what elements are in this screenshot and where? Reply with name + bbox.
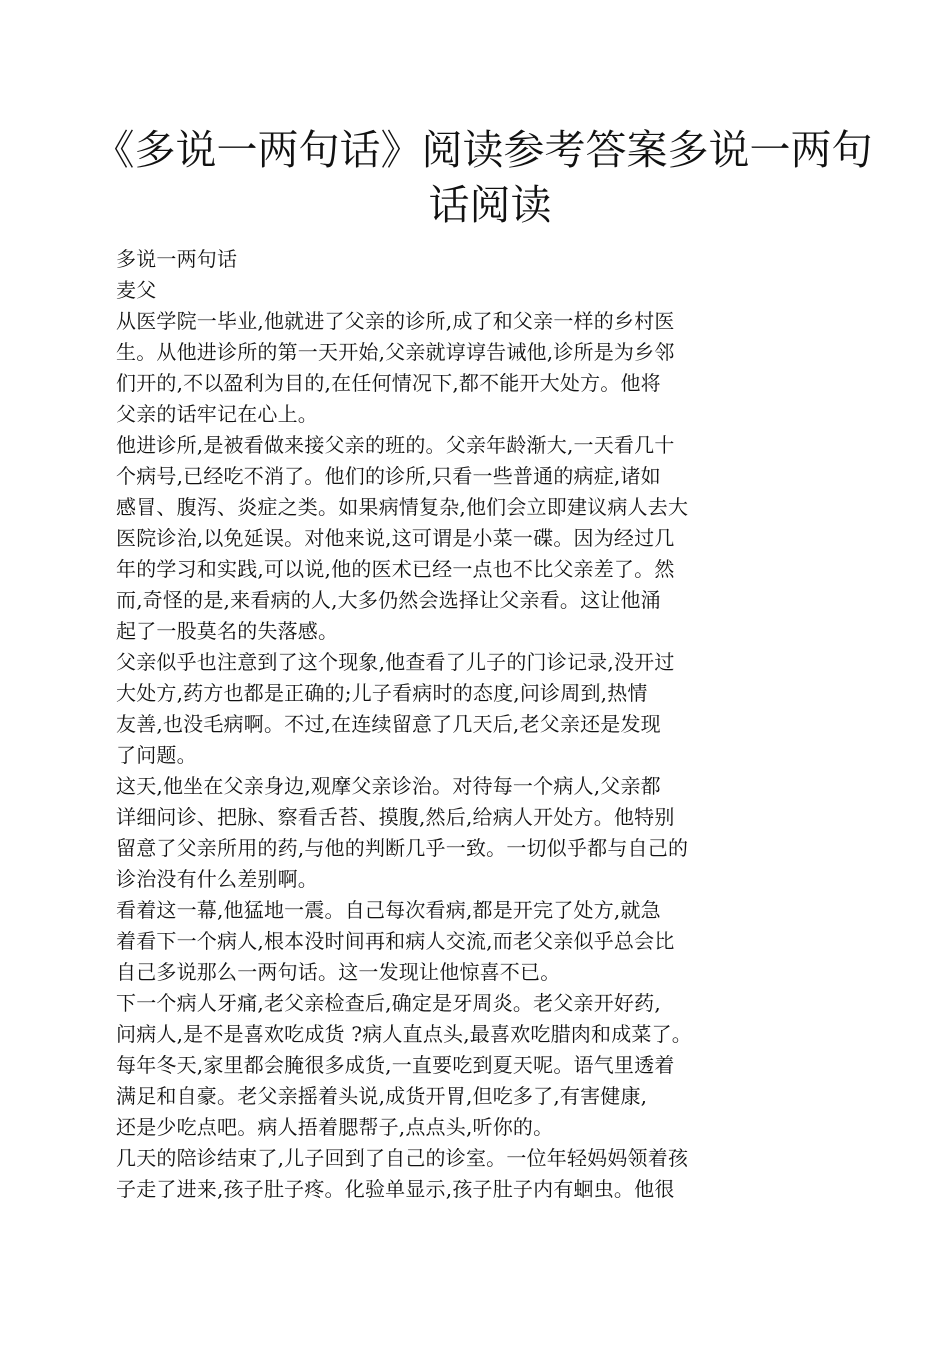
article-author: 麦父 <box>116 278 157 302</box>
body-line: 满足和自豪。老父亲摇着头说,成货开胃,但吃多了,有害健康, <box>116 1084 648 1108</box>
body-line: 生。从他进诊所的第一天开始,父亲就谆谆告诫他,诊所是为乡邻 <box>116 340 675 364</box>
body-line: 们开的,不以盈利为目的,在任何情况下,都不能开大处方。他将 <box>116 371 661 395</box>
body-line: 看着这一幕,他猛地一震。自己每次看病,都是开完了处方,就急 <box>116 898 661 922</box>
body-line: 这天,他坐在父亲身边,观摩父亲诊治。对待每一个病人,父亲都 <box>116 774 661 798</box>
body-line: 下一个病人牙痛,老父亲检查后,确定是牙周炎。老父亲开好药, <box>116 991 661 1015</box>
body-line: 个病号,已经吃不消了。他们的诊所,只看一些普通的病症,诸如 <box>116 464 661 488</box>
body-line: 父亲的话牢记在心上。 <box>116 402 318 426</box>
body-line: 而,奇怪的是,来看病的人,大多仍然会选择让父亲看。这让他涌 <box>116 588 661 612</box>
document-title-line-2: 话阅读 <box>428 181 552 229</box>
body-line: 医院诊治,以免延误。对他来说,这可谓是小菜一碟。因为经过几 <box>116 526 675 550</box>
body-line: 着看下一个病人,根本没时间再和病人交流,而老父亲似乎总会比 <box>116 929 675 953</box>
body-line: 友善,也没毛病啊。不过,在连续留意了几天后,老父亲还是发现 <box>116 712 661 736</box>
body-line: 年的学习和实践,可以说,他的医术已经一点也不比父亲差了。然 <box>116 557 675 581</box>
body-line: 从医学院一毕业,他就进了父亲的诊所,成了和父亲一样的乡村医 <box>116 309 675 333</box>
body-line: 他进诊所,是被看做来接父亲的班的。父亲年龄渐大,一天看几十 <box>116 433 675 457</box>
body-line: 了问题。 <box>116 743 197 767</box>
body-line: 详细问诊、把脉、察看舌苔、摸腹,然后,给病人开处方。他特别 <box>116 805 675 829</box>
body-line: 自己多说那么一两句话。这一发现让他惊喜不已。 <box>116 960 561 984</box>
body-line: 大处方,药方也都是正确的;儿子看病时的态度,问诊周到,热情 <box>116 681 648 705</box>
body-line: 父亲似乎也注意到了这个现象,他查看了儿子的门诊记录,没开过 <box>116 650 675 674</box>
body-line: 感冒、腹泻、炎症之类。如果病情复杂,他们会立即建议病人去大 <box>116 495 689 519</box>
body-line: 每年冬天,家里都会腌很多成货,一直要吃到夏天呢。语气里透着 <box>116 1053 675 1077</box>
article-title: 多说一两句话 <box>116 247 238 271</box>
body-line: 起了一股莫名的失落感。 <box>116 619 339 643</box>
body-line: 几天的陪诊结束了,儿子回到了自己的诊室。一位年轻妈妈领着孩 <box>116 1146 689 1170</box>
body-line: 问病人,是不是喜欢吃成货 ?病人直点头,最喜欢吃腊肉和成菜了。 <box>116 1022 692 1046</box>
body-line: 诊治没有什么差别啊。 <box>116 867 318 891</box>
document-title-line-1: 《多说一两句话》阅读参考答案多说一两句 <box>93 126 873 174</box>
body-line: 留意了父亲所用的药,与他的判断几乎一致。一切似乎都与自己的 <box>116 836 689 860</box>
body-line: 还是少吃点吧。病人捂着腮帮子,点点头,听你的。 <box>116 1115 554 1139</box>
body-line: 子走了进来,孩子肚子疼。化验单显示,孩子肚子内有蛔虫。他很 <box>116 1177 675 1201</box>
